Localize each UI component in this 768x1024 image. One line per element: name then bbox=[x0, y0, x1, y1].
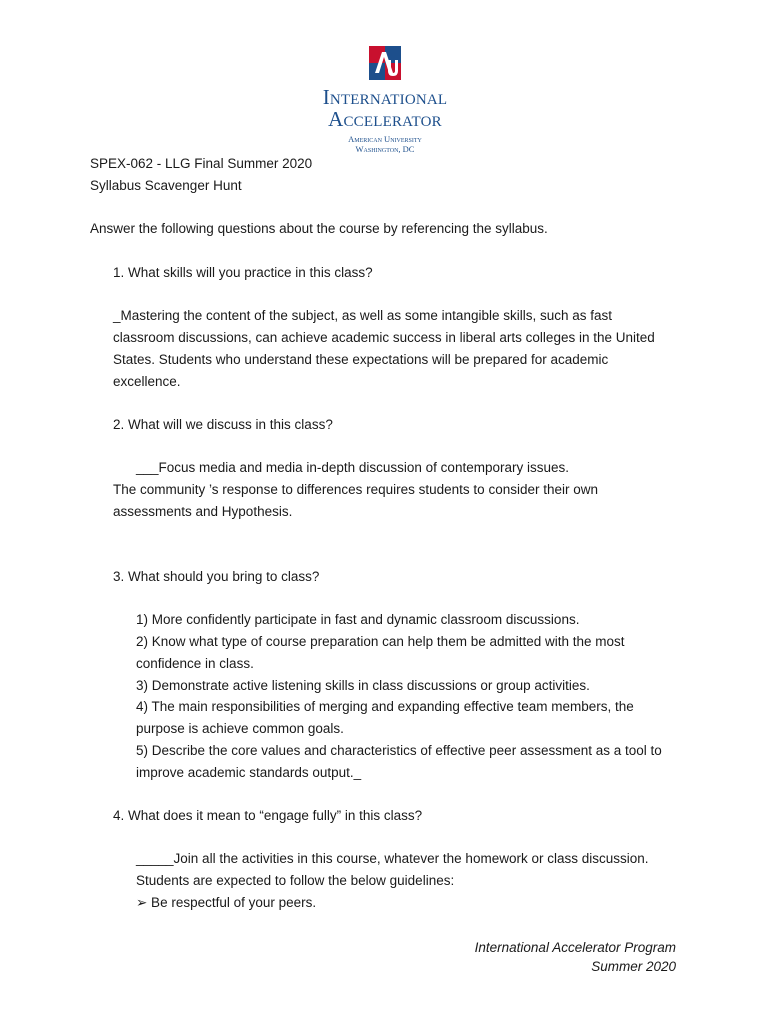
footer bbox=[475, 938, 676, 976]
university-logo-icon bbox=[369, 46, 401, 80]
course-code: SPEX-062 - LLG Final Summer 2020 bbox=[90, 156, 313, 171]
answer-2-line: The community ’s response to differences requires students to consider their own bbox=[113, 482, 598, 497]
answer-4-line: Students are expected to follow the below guidelines: bbox=[136, 873, 455, 888]
answer-3-line: 5) Describe the core values and characteristics of effective peer assessment as a tool to bbox=[136, 743, 662, 758]
footer-term: Summer 2020 bbox=[591, 959, 676, 974]
answer-3-line: 1) More confidently participate in fast and dynamic classroom discussions. bbox=[136, 612, 580, 627]
answer-2-line: assessments and Hypothesis. bbox=[113, 504, 293, 519]
answer-1-line: States. Students who understand these expectations will be prepared for academic bbox=[113, 352, 609, 367]
answer-1-line: _Mastering the content of the subject, as well as some intangible skills, such as fast bbox=[113, 308, 613, 323]
answer-3-line: 4) The main responsibilities of merging and expanding effective team members, the bbox=[136, 699, 634, 714]
logo-wordmark bbox=[300, 86, 470, 130]
logo-sub-line-1: American University bbox=[348, 134, 422, 144]
question-4: 4. What does it mean to “engage fully” in this class? bbox=[113, 808, 423, 823]
question-3: 3. What should you bring to class? bbox=[113, 569, 320, 584]
answer-3-line: improve academic standards output._ bbox=[136, 765, 362, 780]
answer-2-line: ___Focus media and media in-depth discussion of contemporary issues. bbox=[136, 460, 569, 475]
question-2: 2. What will we discuss in this class? bbox=[113, 417, 333, 432]
instructions: Answer the following questions about the course by referencing the syllabus. bbox=[90, 221, 548, 236]
answer-1-line: excellence. bbox=[113, 374, 181, 389]
footer-program: International Accelerator Program bbox=[474, 940, 676, 955]
logo-line-1: International bbox=[322, 85, 448, 109]
answer-3-line: 3) Demonstrate active listening skills in class discussions or group activities. bbox=[136, 678, 590, 693]
answer-4-line: _____Join all the activities in this course, whatever the homework or class discussion. bbox=[136, 851, 649, 866]
answer-3-line: confidence in class. bbox=[136, 656, 254, 671]
answer-3-line: 2) Know what type of course preparation can help them be admitted with the most bbox=[136, 634, 625, 649]
answer-1-line: classroom discussions, can achieve academic success in liberal arts colleges in the United bbox=[113, 330, 655, 345]
page-title: Syllabus Scavenger Hunt bbox=[90, 178, 242, 193]
question-1: 1. What skills will you practice in this class? bbox=[113, 265, 373, 280]
logo-subtitle bbox=[300, 134, 470, 154]
answer-4-line: ➢ Be respectful of your peers. bbox=[136, 895, 317, 910]
logo-sub-line-2: Washington, DC bbox=[355, 144, 415, 154]
logo-line-2: Accelerator bbox=[328, 107, 442, 131]
answer-3-line: purpose is achieve common goals. bbox=[136, 721, 344, 736]
